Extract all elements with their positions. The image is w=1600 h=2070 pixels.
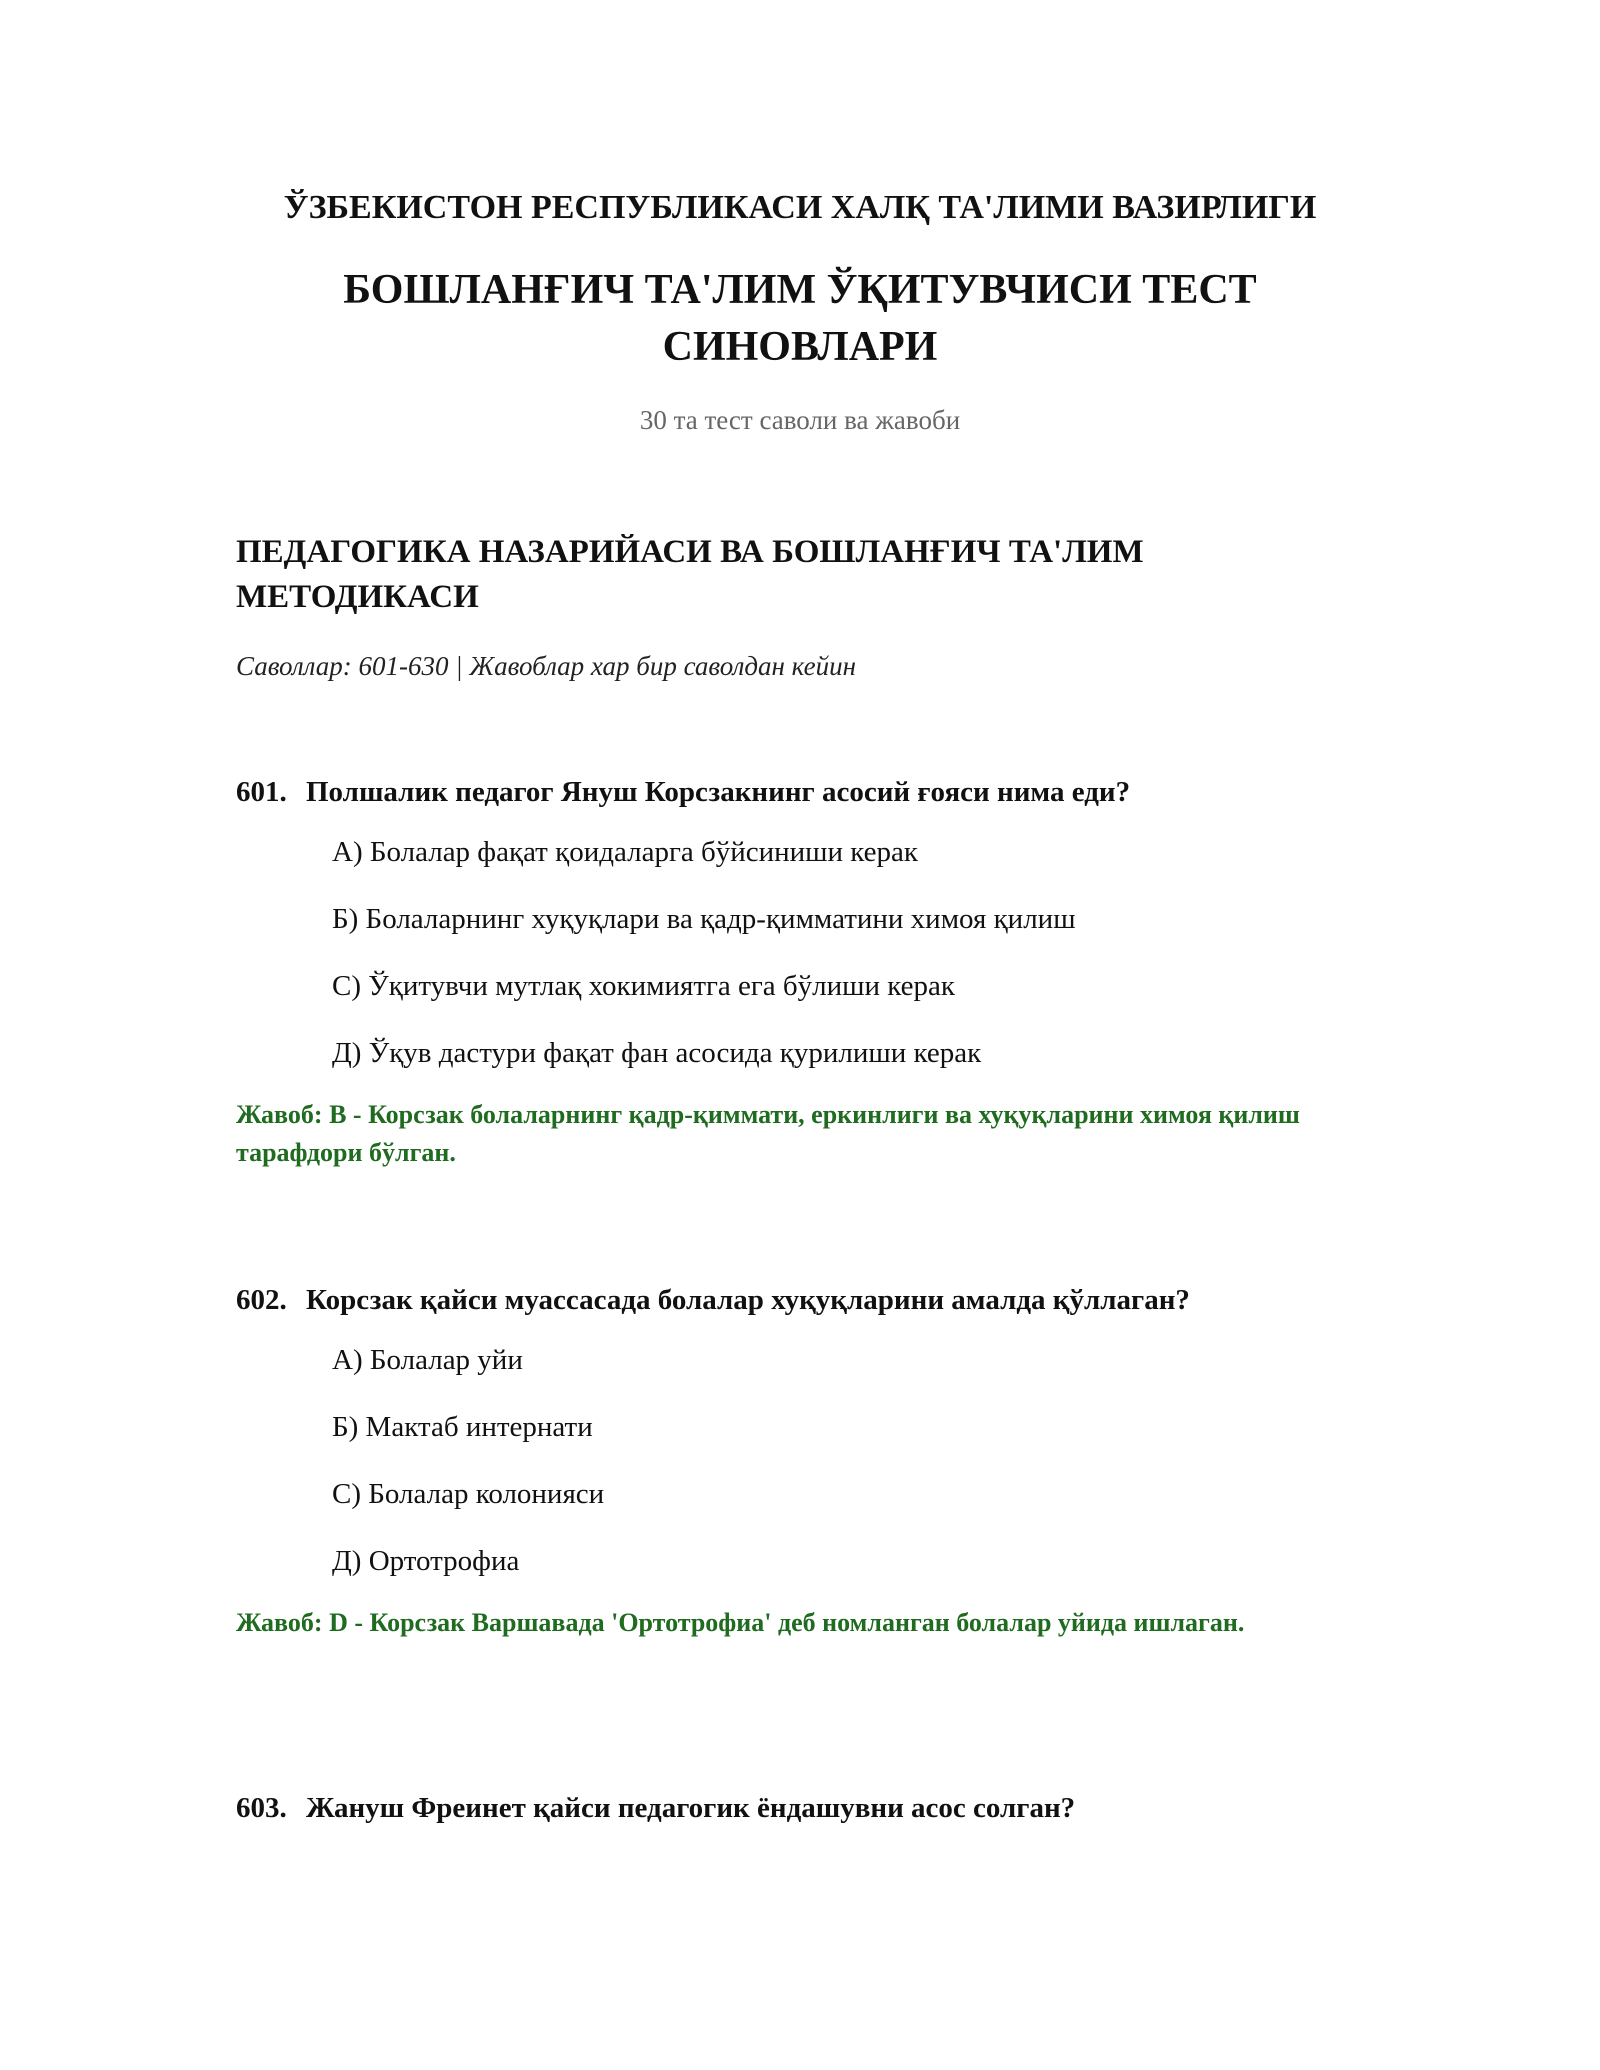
question-text (236, 774, 1386, 810)
question-number: 603. (236, 1792, 287, 1824)
section-title: ПЕДАГОГИКА НАЗАРИЙАСИ ВА БОШЛАНҒИЧ ТА'ЛИМ МЕТОДИКАСИ (236, 534, 1144, 615)
question-601 (236, 774, 1386, 1172)
question-prompt: Полшалик педагог Януш Корсзакнинг асосий ғояси нима еди? (306, 776, 1131, 808)
answer-text: Жавоб: D - Корсзак Варшавада 'Ортотрофиа' деб номланган болалар уйида ишлаган. (236, 1608, 1245, 1637)
document-subtitle: 30 та тест саволи ва жавоби (639, 405, 961, 435)
question-prompt: Корсзак қайси муассасада болалар хуқуқларини амалда қўллаган? (306, 1284, 1190, 1316)
question-602 (236, 1282, 1386, 1642)
option-b: Б) Болаларнинг хуқуқлари ва қадр-қимматини химоя қилиш (332, 903, 1076, 935)
question-number: 601. (236, 776, 287, 808)
option-a: А) Болалар фақат қоидаларга бўйсиниши керак (332, 836, 918, 868)
option-a: А) Болалар уйи (332, 1344, 523, 1376)
option-c: С) Ўқитувчи мутлақ хокимиятга ега бўлиши керак (332, 970, 955, 1002)
option-d: Д) Ўқув дастури фақат фан асосида қурилиши керак (332, 1037, 982, 1069)
option-d: Д) Ортотрофиа (332, 1545, 520, 1577)
answer-text: Жавоб: B - Корсзак болаларнинг қадр-қиммати, еркинлиги ва хуқуқларини химоя қилиш тарафдори бўлган. (236, 1100, 1300, 1167)
document-title: БОШЛАНҒИЧ ТА'ЛИМ ЎҚИТУВЧИСИ ТЕСТ СИНОВЛАРИ (343, 267, 1257, 370)
option-c: С) Болалар колонияси (332, 1478, 605, 1510)
question-text (236, 1790, 1386, 1826)
ministry-heading: ЎЗБЕКИСТОН РЕСПУБЛИКАСИ ХАЛҚ ТА'ЛИМИ ВАЗИРЛИГИ (283, 189, 1317, 226)
question-603 (236, 1790, 1386, 1826)
option-b: Б) Мактаб интернати (332, 1411, 593, 1443)
options-list (332, 1342, 1386, 1579)
question-number: 602. (236, 1284, 287, 1316)
question-text (236, 1282, 1386, 1318)
question-prompt: Жануш Фреинет қайси педагогик ёндашувни асос солган? (306, 1792, 1076, 1824)
options-list (332, 834, 1386, 1071)
section-note: Саволлар: 601-630 | Жавоблар хар бир саволдан кейин (236, 651, 857, 681)
